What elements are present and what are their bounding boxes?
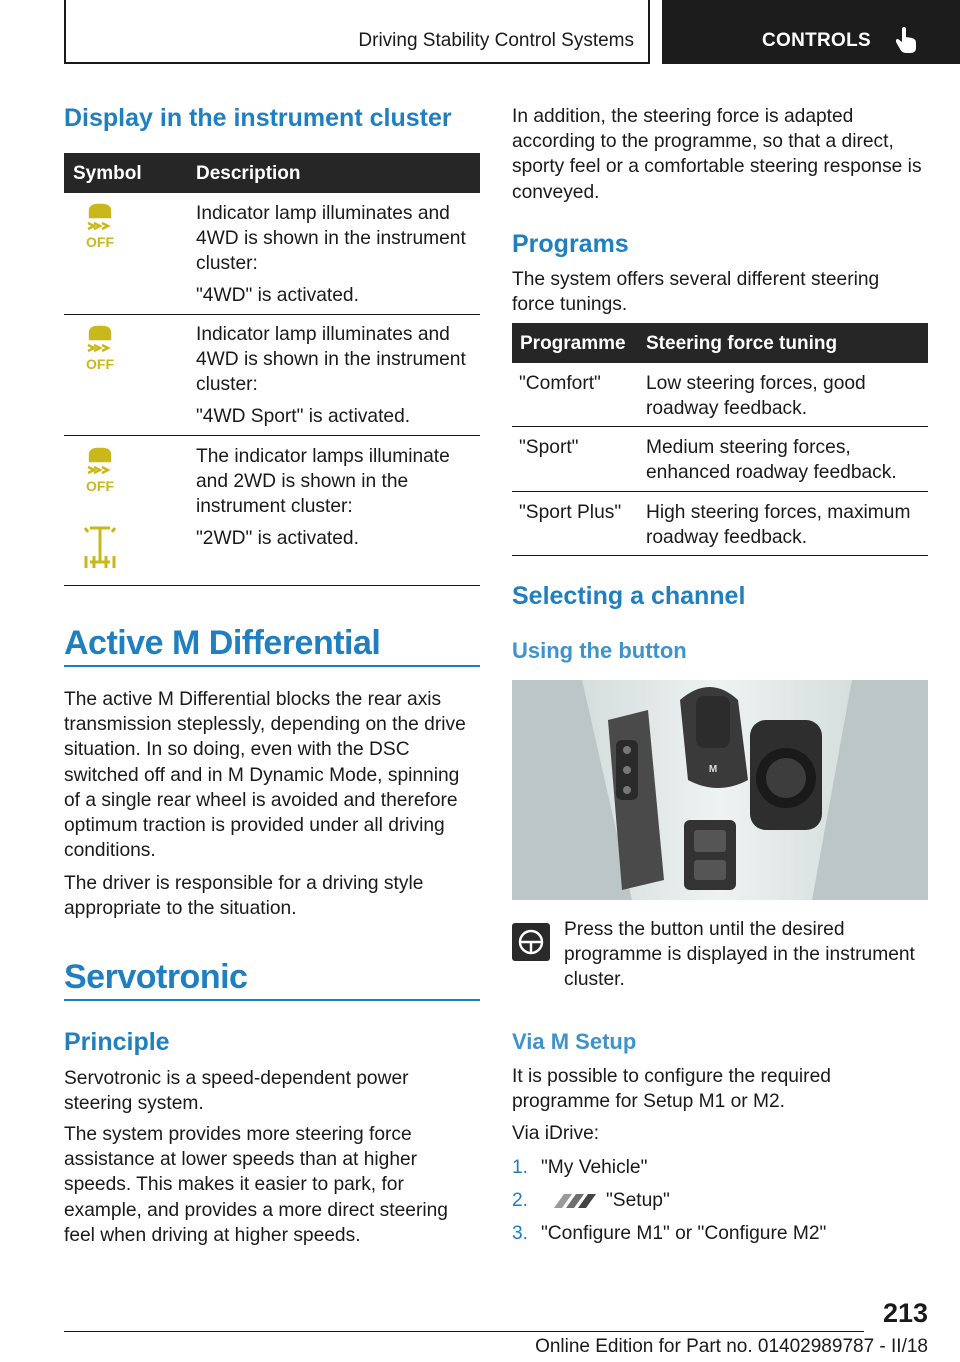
button-instruction: Press the button until the desired programme is displayed in the instrument cluster. <box>564 919 915 991</box>
button-instruction-lead <box>564 917 924 993</box>
table-divider <box>512 491 928 492</box>
heading-rule <box>64 665 480 667</box>
steering-wheel-button-icon <box>512 923 550 961</box>
symbol-row-1-status: "4WD" is activated. <box>196 285 359 306</box>
tuning-sport-plus: High steering forces, maximum roadway feedback. <box>646 502 911 549</box>
svg-text:OFF: OFF <box>86 478 114 494</box>
footer-edition: Online Edition for Part no. 01402989787 - II/18 <box>535 1336 928 1357</box>
servotronic-heading: Servotronic <box>64 958 248 996</box>
4wd-off-indicator-icon <box>80 445 120 495</box>
symbol-row-2-desc: Indicator lamp illuminates and 4WD is shown in the instrument cluster: <box>196 324 466 396</box>
symbol-row-3-status: "2WD" is activated. <box>196 528 359 549</box>
4wd-off-indicator-icon <box>80 201 120 251</box>
selecting-heading: Selecting a channel <box>512 582 746 610</box>
table-divider <box>64 435 480 436</box>
step-number: 3. <box>512 1223 529 1244</box>
via-msetup-heading: Via M Setup <box>512 1029 637 1054</box>
step-number: 2. <box>512 1190 529 1211</box>
principle-paragraph-1: Servotronic is a speed-dependent power steering system. <box>64 1068 409 1115</box>
msetup-paragraph: It is possible to configure the required programme for Setup M1 or M2. <box>512 1066 831 1113</box>
program-table-header <box>512 323 928 363</box>
using-button-heading: Using the button <box>512 638 687 663</box>
svg-text:M: M <box>708 764 718 775</box>
step-text: "My Vehicle" <box>541 1157 648 1178</box>
center-console-photo <box>512 680 928 900</box>
active-m-heading: Active M Differential <box>64 624 381 662</box>
programme-sport-plus: "Sport Plus" <box>519 502 622 523</box>
via-idrive-label: Via iDrive: <box>512 1123 600 1144</box>
symbol-table-header <box>64 153 480 193</box>
header-section-title: Driving Stability Control Systems <box>358 30 634 51</box>
step-text: "Setup" <box>606 1190 670 1211</box>
header-chapter-title: CONTROLS <box>762 30 872 51</box>
svg-text:OFF: OFF <box>86 234 114 250</box>
header-chapter-tab <box>662 0 960 64</box>
2wd-indicator-icon <box>82 524 118 568</box>
principle-paragraph-2: The system provides more steering force assistance at lower speeds than at higher speeds. This makes it easier to park, for example, and provides a more direct steering feel when driving at higher speeds. <box>64 1124 448 1246</box>
programs-heading: Programs <box>512 230 629 258</box>
programme-col-header: Programme <box>520 333 626 354</box>
tuning-col-header: Steering force tuning <box>646 333 838 354</box>
symbol-row-1-desc: Indicator lamp illuminates and 4WD is shown in the instrument cluster: <box>196 203 466 275</box>
symbol-row-3-desc: The indicator lamps illuminate and 2WD is shown in the instrument cluster: <box>196 446 450 518</box>
header-section-tab <box>64 0 650 64</box>
programme-comfort: "Comfort" <box>519 373 601 394</box>
table-divider <box>512 426 928 427</box>
table-divider <box>64 314 480 315</box>
table-divider <box>512 555 928 556</box>
principle-heading: Principle <box>64 1028 170 1056</box>
symbol-col-header: Symbol <box>73 163 142 184</box>
4wd-off-indicator-icon <box>80 323 120 373</box>
tuning-sport: Medium steering forces, enhanced roadway feedback. <box>646 437 897 484</box>
page-number: 213 <box>882 1298 928 1328</box>
svg-text:OFF: OFF <box>86 356 114 372</box>
step-number: 1. <box>512 1157 529 1178</box>
table-divider <box>64 585 480 586</box>
programs-paragraph: The system offers several different steering force tunings. <box>512 269 880 316</box>
programme-sport: "Sport" <box>519 437 579 458</box>
active-m-paragraph-2: The driver is responsible for a driving style appropriate to the situation. <box>64 873 424 920</box>
description-col-header: Description <box>196 163 301 184</box>
symbol-row-2-status: "4WD Sport" is activated. <box>196 406 411 427</box>
active-m-paragraph-1: The active M Differential blocks the rear axis transmission steplessly, depending on the drive situation. In so doing, even with the DSC switched off and in M Dynamic Mode, spinning of a single rear wheel is avoided and therefore optimum traction is provided under all driving conditions. <box>64 689 466 862</box>
intro-paragraph: In addition, the steering force is adapted according to the programme, so that a direct, sporty feel or a comfortable steering response is conveyed. <box>512 106 922 203</box>
m-setup-icon <box>550 1192 598 1210</box>
tuning-comfort: Low steering forces, good roadway feedback. <box>646 373 866 420</box>
pointing-hand-icon <box>896 26 918 54</box>
display-heading: Display in the instrument cluster <box>64 104 452 132</box>
step-text: "Configure M1" or "Configure M2" <box>541 1223 827 1244</box>
heading-rule <box>64 999 480 1001</box>
footer-rule <box>64 1331 864 1332</box>
